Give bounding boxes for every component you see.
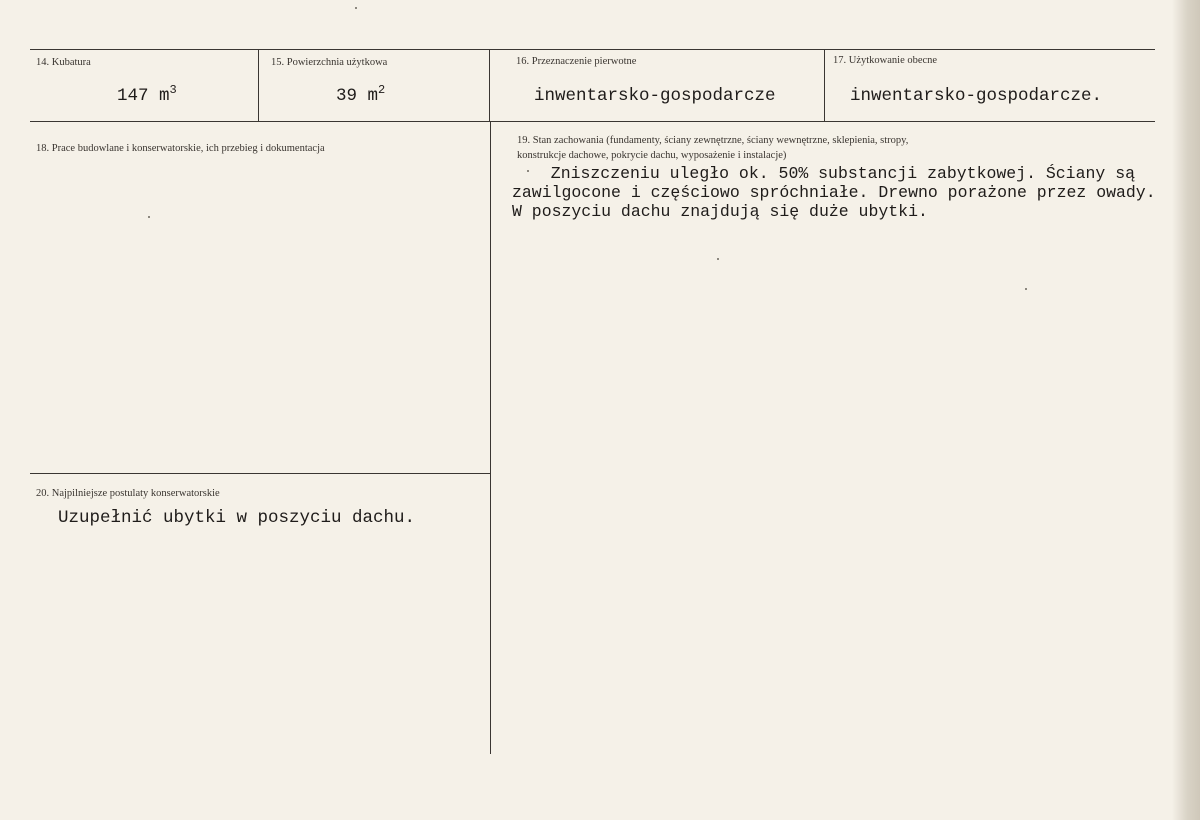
section18-bottom-rule [30,473,491,474]
paper-speck [1025,288,1027,290]
field-15-value [336,83,386,106]
paper-speck [527,170,529,172]
field-19-text-line1: Zniszczeniu uległo ok. 50% substancji zabytkowej. Ściany są [531,164,1135,183]
divider-left-right [490,121,491,754]
divider-14-15 [258,49,259,121]
field-14-value [117,83,177,106]
top-rule [30,49,1155,50]
field-15-exponent: 2 [378,83,386,97]
field-15-value-text: 39 m [336,86,379,106]
field-19-label-line1: 19. Stan zachowania (fundamenty, ściany zewnętrzne, ściany wewnętrzne, sklepienia, stropy, [517,135,909,146]
paper-edge-shadow [1172,0,1200,820]
field-19-text-line2: zawilgocone i częściowo spróchniałe. Drewno porażone przez owady. [512,183,1156,202]
divider-15-16 [489,49,490,121]
field-20-value: Uzupełnić ubytki w poszyciu dachu. [58,508,416,528]
paper-speck [355,7,357,9]
field-17-label: 17. Użytkowanie obecne [833,55,938,66]
field-19-text-line3: W poszyciu dachu znajdują się duże ubytki. [512,202,928,221]
field-15-label: 15. Powierzchnia użytkowa [271,57,388,68]
field-17-value: inwentarsko-gospodarcze. [850,86,1103,106]
field-18-label: 18. Prace budowlane i konserwatorskie, ich przebieg i dokumentacja [36,143,325,154]
field-14-exponent: 3 [169,83,177,97]
row1-bottom-rule [30,121,1155,122]
paper-speck [148,216,150,218]
field-14-label: 14. Kubatura [36,57,91,68]
field-20-label: 20. Najpilniejsze postulaty konserwatorskie [36,488,220,499]
field-19-label-line2: konstrukcje dachowe, pokrycie dachu, wyposażenie i instalacje) [517,150,787,161]
field-14-value-text: 147 m [117,86,170,106]
field-16-label: 16. Przeznaczenie pierwotne [516,56,637,67]
paper-speck [717,258,719,260]
divider-16-17 [824,49,825,121]
field-16-value: inwentarsko-gospodarcze [534,86,776,106]
